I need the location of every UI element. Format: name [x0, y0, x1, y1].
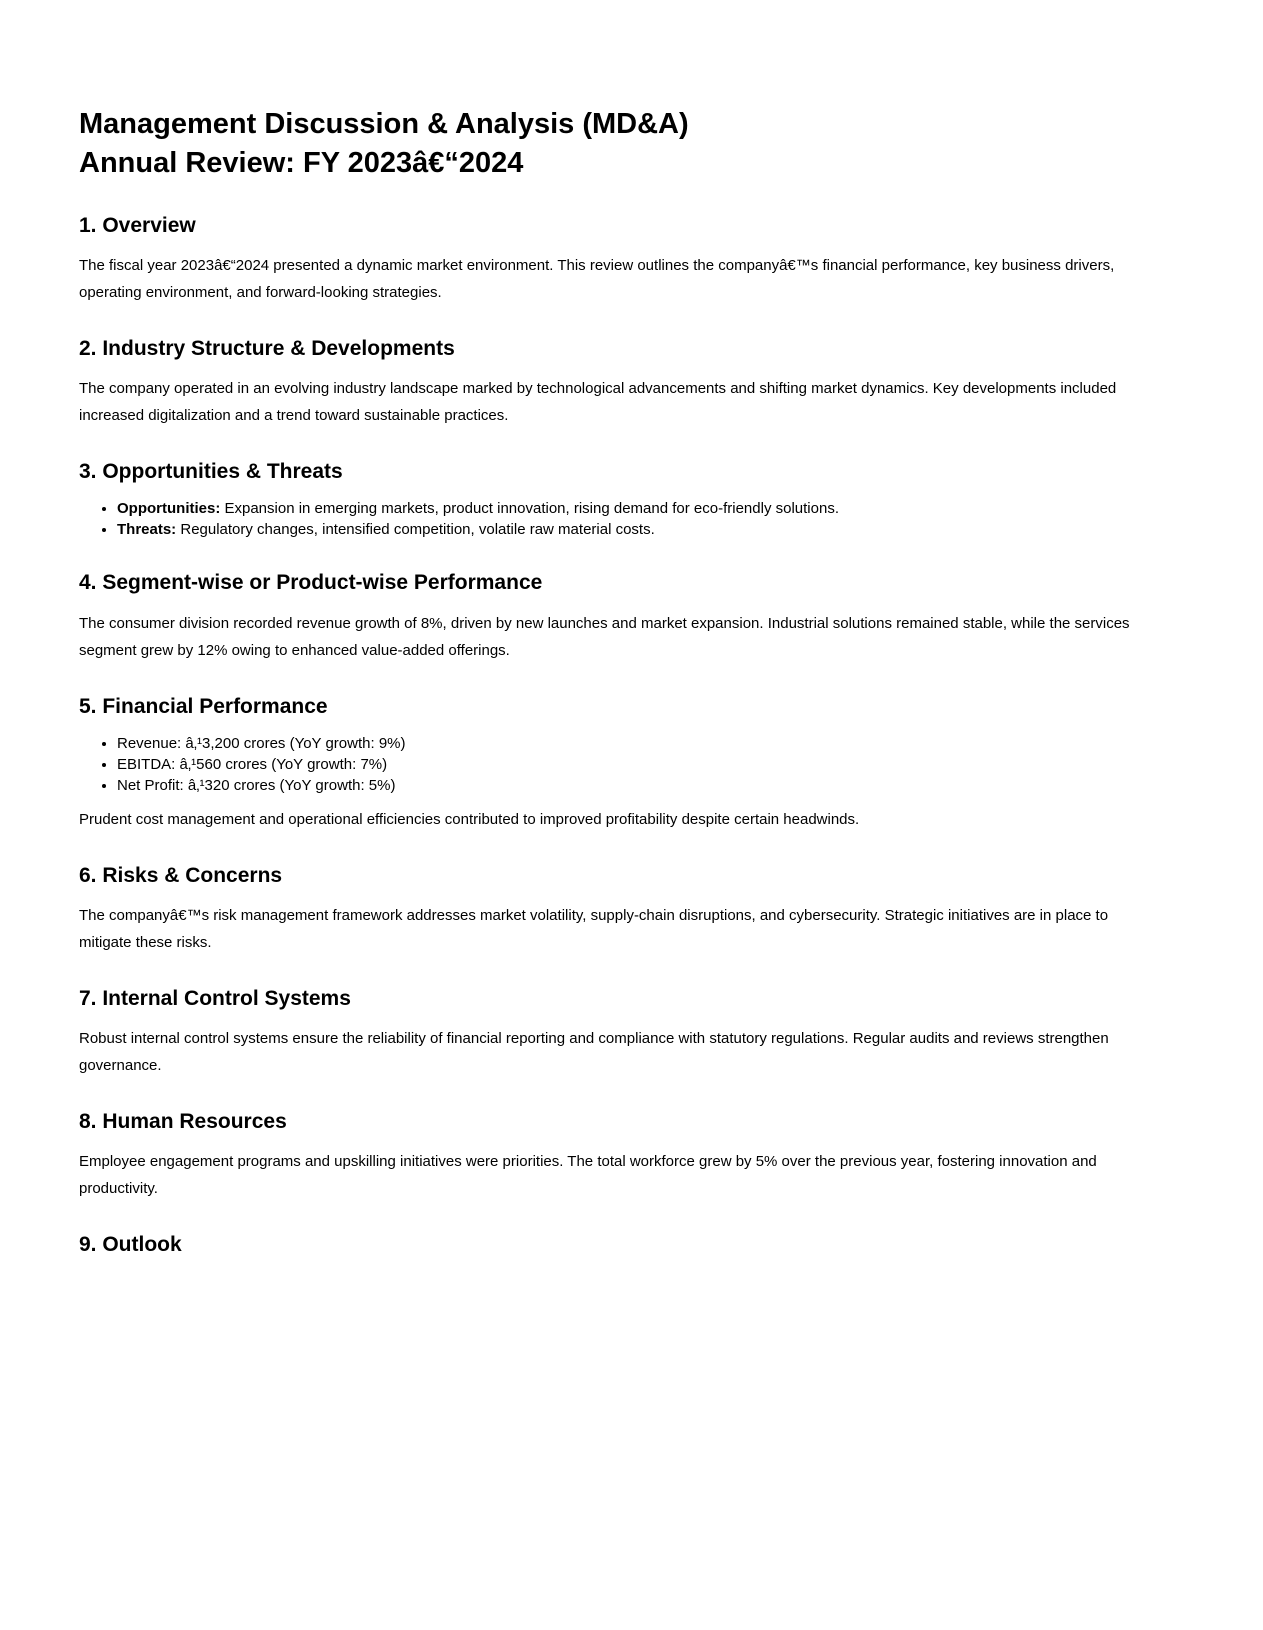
document-sections	[79, 212, 1138, 1259]
section-heading: 4. Segment-wise or Product-wise Performance	[79, 571, 543, 595]
document-section	[79, 693, 1138, 833]
document-section	[79, 569, 1138, 663]
section-heading: 7. Internal Control Systems	[79, 986, 351, 1010]
bullet-lead: Threats:	[117, 521, 177, 539]
bullet-item: • Threats: Regulatory changes, intensified competition, volatile raw material costs.	[117, 519, 1138, 540]
document-section	[79, 335, 1138, 429]
section-paragraph: Prudent cost management and operational efficiencies contributed to improved profitability despite certain headwinds.	[79, 810, 860, 828]
section-paragraph: The companyâ€™s risk management framework addresses market volatility, supply-chain disruptions, and cybersecurity. Strategic initiatives are in place to mitigate these risks.	[79, 906, 1109, 951]
bullet-item: • EBITDA: â‚¹560 crores (YoY growth: 7%)	[117, 754, 1138, 775]
bullet-item: • Opportunities: Expansion in emerging markets, product innovation, rising demand for eco-friendly solutions.	[117, 498, 1138, 519]
document-section	[79, 1108, 1138, 1202]
document-section	[79, 1231, 1138, 1259]
document-section	[79, 212, 1138, 306]
bullet-item: • Net Profit: â‚¹320 crores (YoY growth: 5%)	[117, 775, 1138, 796]
section-paragraph: The company operated in an evolving industry landscape marked by technological advancements and shifting market dynamics. Key developments included increased digitalization and a trend toward sustainable practices.	[79, 380, 1117, 425]
section-heading: 6. Risks & Concerns	[79, 863, 283, 887]
page-title	[79, 105, 1138, 183]
document-section	[79, 985, 1138, 1079]
page-title-line-2: Annual Review: FY 2023â€“2024	[79, 147, 524, 179]
section-paragraph: The consumer division recorded revenue growth of 8%, driven by new launches and market expansion. Industrial solutions remained stable, while the services segment grew by 12% owing to enhanced value-added offerings.	[79, 614, 1130, 659]
section-heading: 3. Opportunities & Threats	[79, 460, 343, 484]
bullet-list	[79, 498, 1138, 540]
section-heading: 9. Outlook	[79, 1233, 182, 1256]
document-section	[79, 458, 1138, 540]
bullet-item: • Revenue: â‚¹3,200 crores (YoY growth: 9%)	[117, 733, 1138, 754]
section-heading: 2. Industry Structure & Developments	[79, 337, 455, 361]
bullet-list	[79, 733, 1138, 796]
section-paragraph: Robust internal control systems ensure the reliability of financial reporting and compliance with statutory regulations. Regular audits and reviews strengthen governance.	[79, 1029, 1109, 1074]
section-paragraph: The fiscal year 2023â€“2024 presented a dynamic market environment. This review outlines the companyâ€™s financial performance, key business drivers, operating environment, and forward-looking strategies.	[79, 257, 1115, 302]
section-heading: 1. Overview	[79, 214, 196, 237]
document-section	[79, 862, 1138, 956]
section-heading: 8. Human Resources	[79, 1109, 287, 1133]
page-title-line-1: Management Discussion & Analysis (MD&A)	[79, 108, 689, 140]
section-heading: 5. Financial Performance	[79, 694, 328, 718]
bullet-lead: Opportunities:	[117, 500, 221, 518]
section-paragraph: Employee engagement programs and upskilling initiatives were priorities. The total workforce grew by 5% over the previous year, fostering innovation and productivity.	[79, 1153, 1097, 1197]
